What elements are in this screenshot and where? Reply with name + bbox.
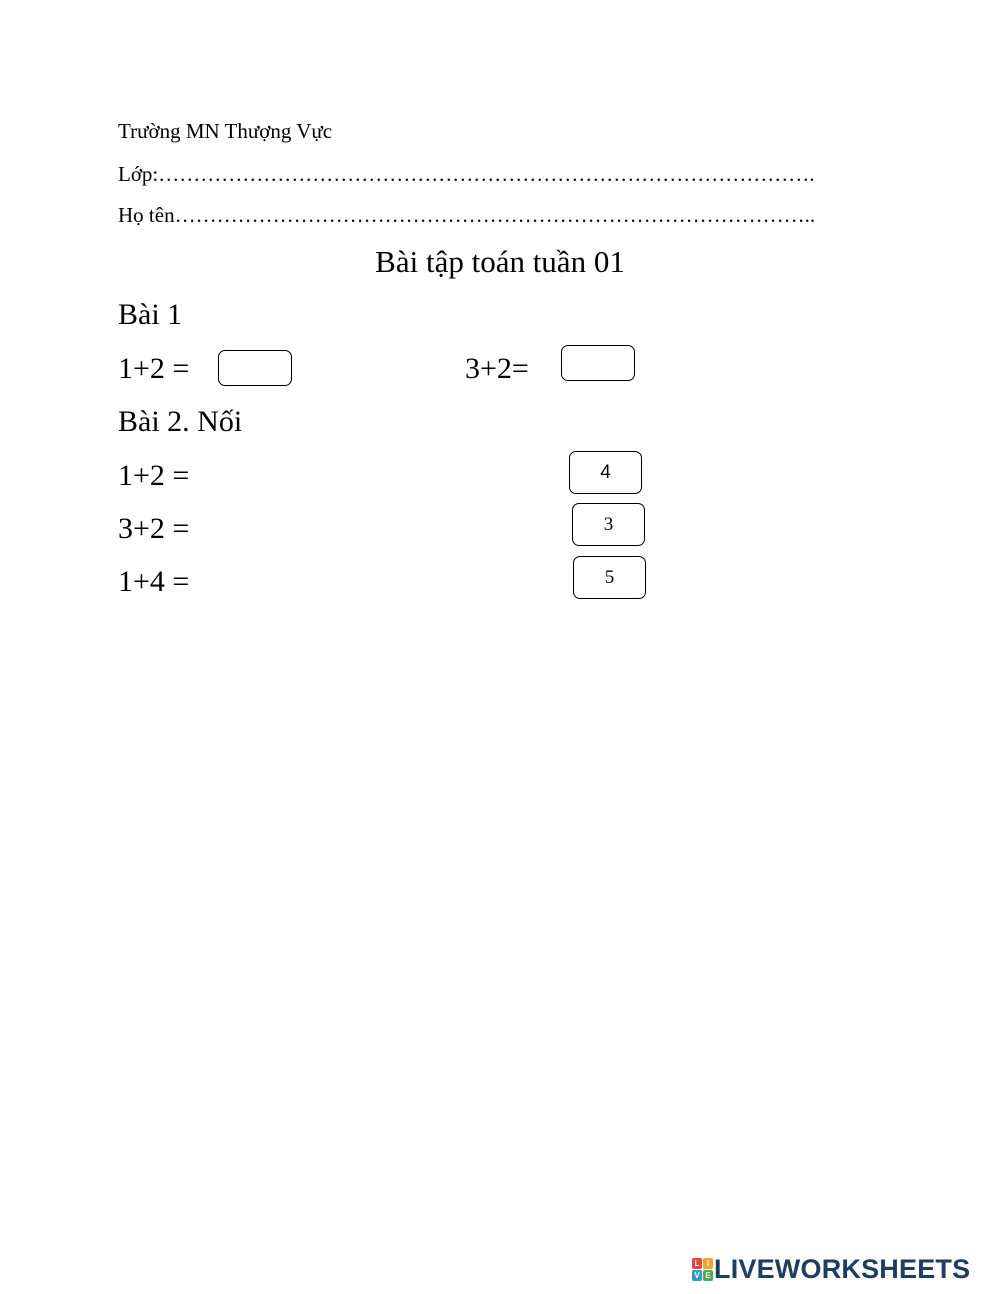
liveworksheets-logo-icon <box>692 1258 712 1280</box>
logo-letter-v: V <box>692 1270 702 1281</box>
exercise-2-heading: Bài 2. Nối <box>118 405 243 438</box>
answer-input-2[interactable] <box>561 345 635 381</box>
exercise-1-heading: Bài 1 <box>118 298 183 331</box>
matching-left-2[interactable]: 3+2 = <box>118 512 190 545</box>
logo-letter-e: E <box>703 1270 713 1281</box>
name-field: Họ tên……………………………………………………………………………….. <box>118 203 816 227</box>
matching-right-2[interactable]: 3 <box>572 503 645 546</box>
liveworksheets-logo <box>692 1254 970 1284</box>
page-title: Bài tập toán tuần 01 <box>375 244 625 279</box>
matching-right-3[interactable]: 5 <box>573 556 646 599</box>
matching-left-3[interactable]: 1+4 = <box>118 565 190 598</box>
class-field: Lớp:…………………………………………………………………………………. <box>118 162 815 186</box>
logo-letter-l: L <box>692 1258 702 1269</box>
matching-left-1[interactable]: 1+2 = <box>118 459 190 492</box>
liveworksheets-logo-text: LIVEWORKSHEETS <box>714 1253 971 1284</box>
logo-letter-i: I <box>703 1258 713 1269</box>
school-name: Trường MN Thượng Vực <box>118 119 333 143</box>
matching-right-1[interactable]: 4 <box>569 451 642 494</box>
exercise-1-problem-1: 1+2 = <box>118 352 190 385</box>
exercise-1-problem-2: 3+2= <box>465 352 529 385</box>
answer-input-1[interactable] <box>218 350 292 386</box>
